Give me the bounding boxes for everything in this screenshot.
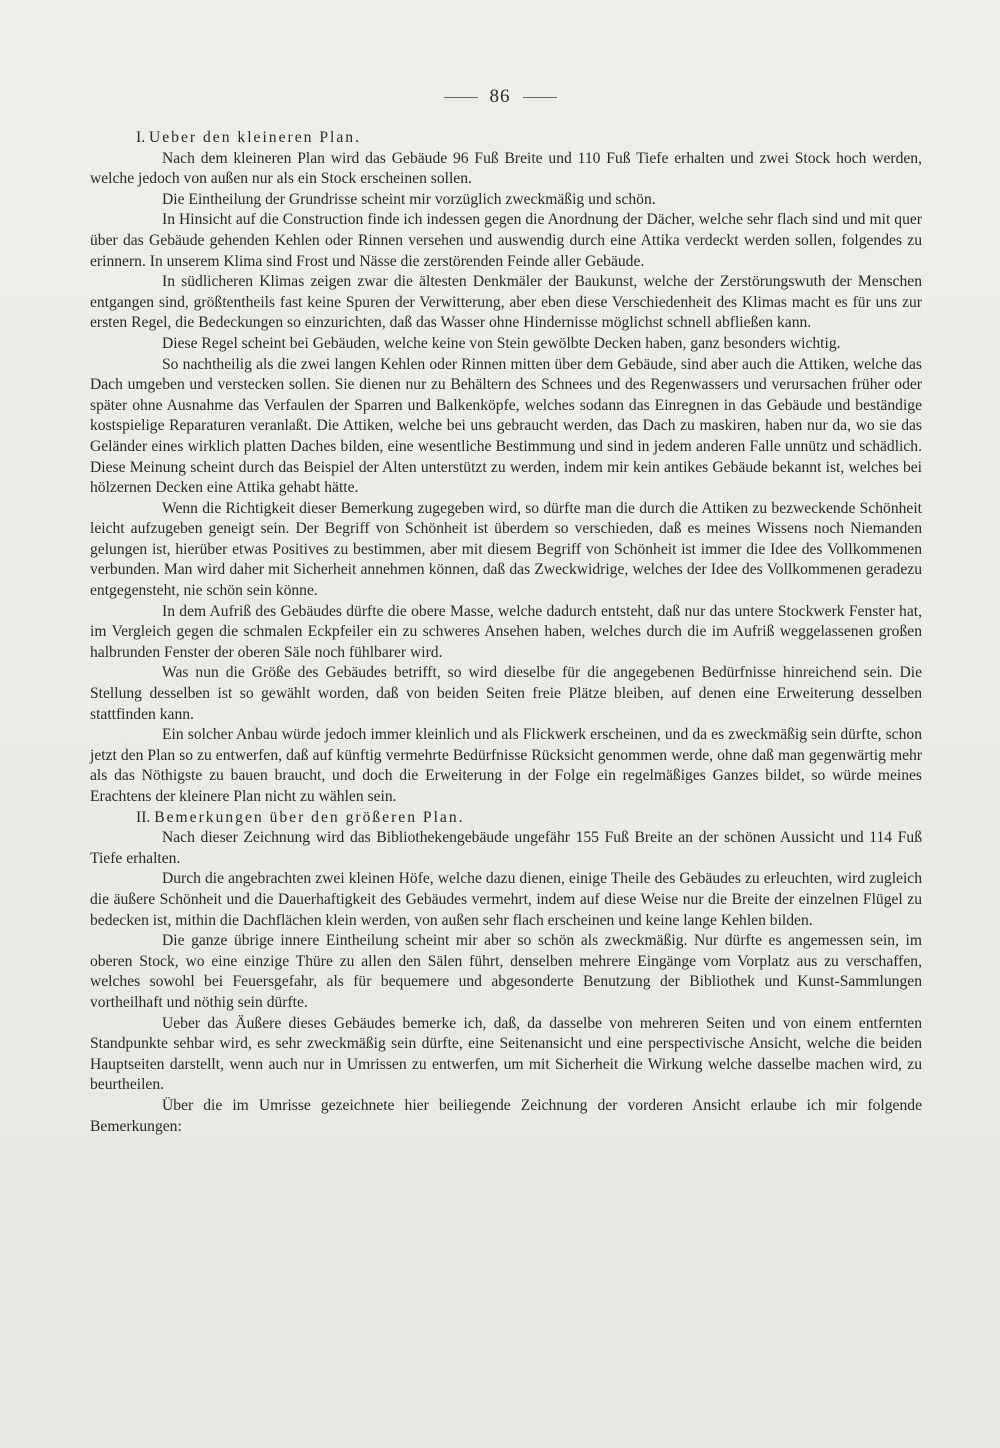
page-number: 86 [489, 86, 511, 107]
paragraph: Die Eintheilung der Grundrisse scheint mir vorzüglich zweckmäßig und schön. [162, 190, 656, 208]
body-text [90, 128, 922, 1137]
paragraph: Über die im Umrisse gezeichnete hier beiliegende Zeichnung der vorderen Ansicht erlaube ich mir folgende Bemerkungen: [90, 1096, 922, 1135]
header-rule-right [523, 97, 557, 98]
paragraph: Nach dem kleineren Plan wird das Gebäude 96 Fuß Breite und 110 Fuß Tiefe erhalten und zwei Stock hoch werden, welche jedoch von außen nur als ein Stock erscheinen sollen. [90, 149, 922, 188]
paragraph: Die ganze übrige innere Eintheilung scheint mir aber so schön als zweckmäßig. Nur dürfte es angemessen sein, im oberen Stock, wo eine einzige Thüre zu allen den Sälen führt, denselben mehrere Eingänge vom Vorplatz aus zu verschaffen, welches sowohl bei Feuersgefahr, als für bequemere und abgesonderte Benutzung der Bibliothek und Kunst-Sammlungen vortheilhaft und nöthig sein dürfte. [90, 932, 922, 1011]
paragraph: Diese Regel scheint bei Gebäuden, welche keine von Stein gewölbte Decken haben, ganz besonders wichtig. [162, 334, 841, 352]
section-2-numeral: II. [136, 808, 151, 826]
section-1-numeral: I. [136, 129, 146, 146]
header-rule-left [444, 97, 478, 98]
paragraph: Nach dieser Zeichnung wird das Bibliothekengebäude ungefähr 155 Fuß Breite an der schönen Aussicht und 114 Fuß Tiefe erhalten. [90, 829, 922, 867]
section-1-title: Ueber den kleineren Plan. [149, 129, 361, 146]
paragraph: In dem Aufriß des Gebäudes dürfte die obere Masse, welche dadurch entsteht, daß nur das untere Stockwerk Fenster hat, im Vergleich gegen die schmalen Eckpfeiler ein zu schweres Ansehen haben, welches durch die im Aufriß weggelassenen großen halbrunden Fenster der oberen Säle noch fühlbarer wird. [90, 602, 922, 661]
paragraph: Wenn die Richtigkeit dieser Bemerkung zugegeben wird, so dürfte man die durch die Attiken zu bezweckende Schönheit leicht aufzugeben geneigt sein. Der Begriff von Schönheit ist überdem so verschieden, daß es meines Wissens noch Niemanden gelungen ist, hierüber etwas Positives zu bestimmen, aber mit diesem Begriff von Schönheit ist immer die Idee des Vollkommenen verbunden. Man wird daher mit Sicherheit annehmen können, daß das Zweckwidrige, welches der Idee des Vollkommenen geradezu entgegensteht, nie schön sein könne. [90, 499, 922, 600]
paragraph: So nachtheilig als die zwei langen Kehlen oder Rinnen mitten über dem Gebäude, sind aber auch die Attiken, welche das Dach umgeben und verstecken sollen. Sie dienen nur zu Behältern des Schnees und des Regenwassers und verursachen früher oder später ohne Ausnahme das Verfaulen der Sparren und Balkenköpfe, welches sodann das Einregnen in das Gebäude und beständige kostspielige Reparaturen veranlaßt. Die Attiken, welche bei uns gebraucht werden, das Dach zu maskiren, haben nur da, wo sie das Geländer eines wirklich platten Daches bilden, eine wesentliche Bestimmung und sind in jedem anderen Falle unnütz und schädlich. Diese Meinung scheint durch das Beispiel der Alten unterstützt zu werden, indem mir kein antikes Gebäude bekannt ist, welches bei hölzernen Decken eine Attika gehabt hätte. [90, 355, 922, 497]
page-number-header [0, 86, 1000, 108]
section-2-title: Bemerkungen über den größeren Plan. [154, 808, 465, 826]
section-1-heading [90, 128, 922, 149]
paragraph: In südlicheren Klimas zeigen zwar die ältesten Denkmäler der Baukunst, welche der Zerstörungswuth der Menschen entgangen sind, größtentheils fast keine Spuren der Verwitterung, aber eben diese Verschiedenheit des Klimas macht es für uns zur ersten Regel, die Bedeckungen so einzurichten, daß das Wasser ohne Hindernisse möglichst schnell abfließen kann. [90, 273, 922, 332]
paragraph: Durch die angebrachten zwei kleinen Höfe, welche dazu dienen, einige Theile des Gebäudes zu erleuchten, wird zugleich die äußere Schönheit und die Dauerhaftigkeit des Gebäudes vermehrt, indem auf diese Weise nur die Breite der einzelnen Flügel zu bedecken ist, mithin die Dachflächen klein werden, von außen sehr flach erscheinen und keine lange Kehlen bilden. [90, 870, 922, 929]
paragraph: Was nun die Größe des Gebäudes betrifft, so wird dieselbe für die angegebenen Bedürfnisse hinreichend sein. Die Stellung desselben ist so gewählt worden, daß von beiden Seiten freie Plätze bleiben, auf denen eine Erweiterung desselben stattfinden kann. [90, 664, 922, 723]
paragraph: Ein solcher Anbau würde jedoch immer kleinlich und als Flickwerk erscheinen, und da es zweckmäßig sein dürfte, schon jetzt den Plan so zu entwerfen, daß auf künftig vermehrte Bedürfnisse Rücksicht genommen werde, ohne daß man gegenwärtig mehr als das Nöthigste zu bauen braucht, und doch die Erweiterung in der Folge ein regelmäßiges Ganzes bildet, so würde meines Erachtens der kleinere Plan nicht zu wählen sein. [90, 726, 922, 805]
paragraph: In Hinsicht auf die Construction finde ich indessen gegen die Anordnung der Dächer, welche sehr flach sind und mit quer über das Gebäude gehenden Kehlen oder Rinnen versehen und auswendig durch eine Attika verdeckt werden sollen, folgendes zu erinnern. In unserem Klima sind Frost und Nässe die zerstörenden Feinde aller Gebäude. [90, 211, 922, 270]
section-2-heading [90, 808, 922, 829]
paragraph: Ueber das Äußere dieses Gebäudes bemerke ich, daß, da dasselbe von mehreren Seiten und von einem entfernten Standpunkte sehbar wird, es sehr zweckmäßig sein dürfte, eine Seitenansicht und eine perspectivische Ansicht, welche die beiden Hauptseiten darstellt, wenn auch nur in Umrissen zu entwerfen, um mit Sicherheit die Wirkung welche dasselbe machen wird, zu beurtheilen. [90, 1014, 922, 1094]
